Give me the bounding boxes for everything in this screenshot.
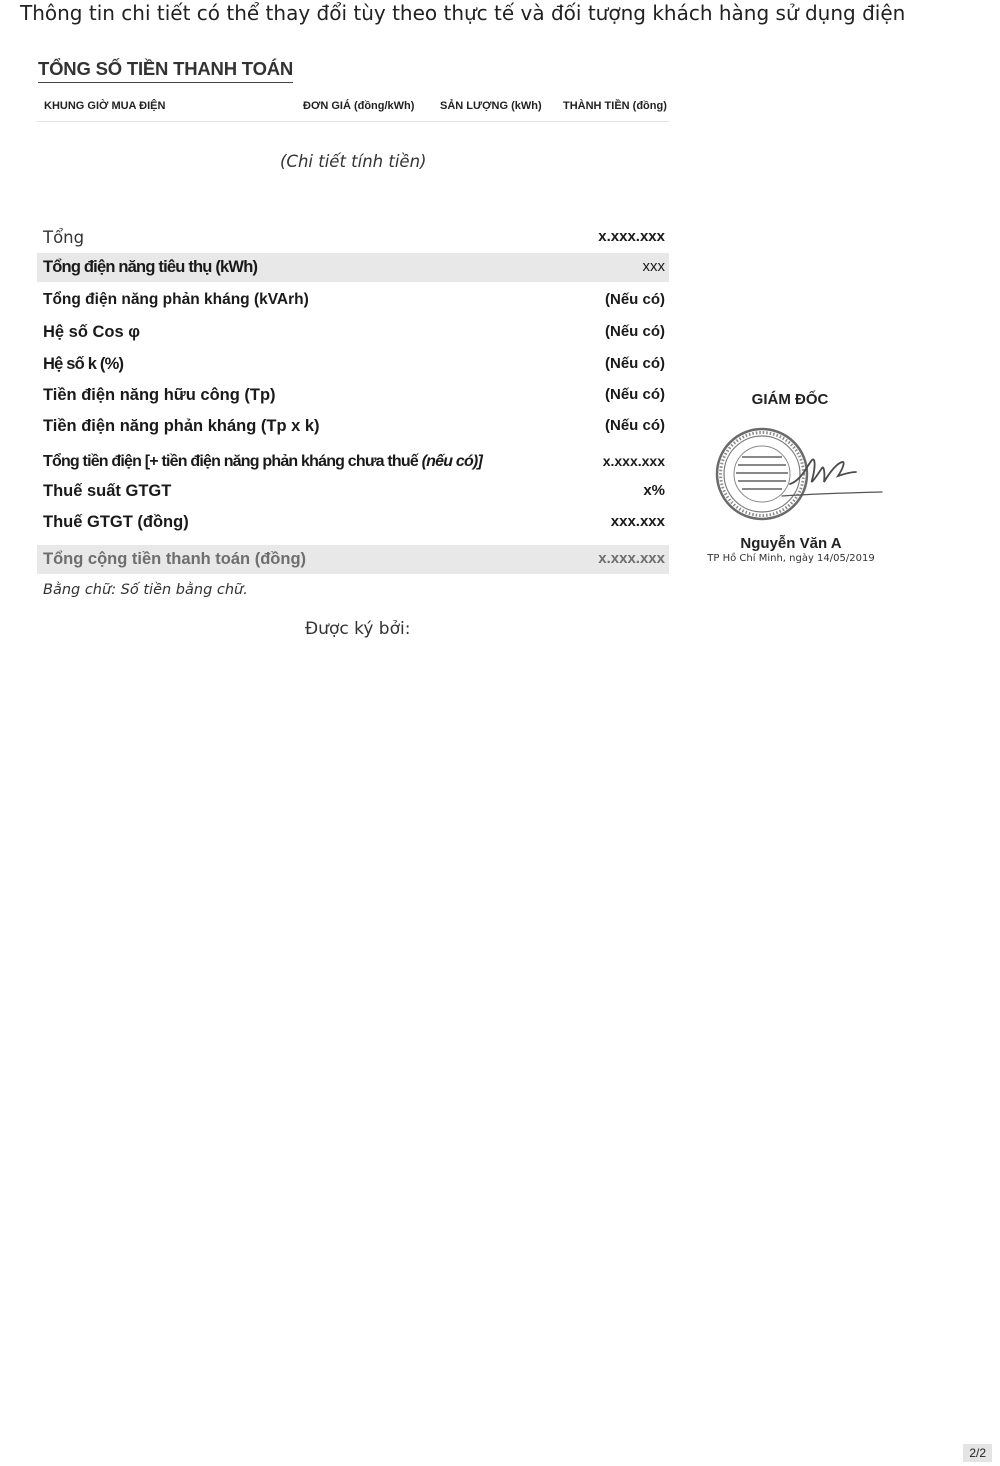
row-active-power-charge	[37, 381, 669, 410]
row-value: (Nếu có)	[605, 386, 665, 403]
row-value: (Nếu có)	[605, 323, 665, 340]
signer-title: GIÁM ĐỐC	[751, 391, 829, 408]
row-value: x.xxx.xxx	[598, 550, 665, 567]
row-label: Tổng	[43, 228, 85, 247]
row-value: xxx	[642, 258, 665, 275]
calculation-detail-note: (Chi tiết tính tiền)	[280, 152, 427, 171]
row-label: Hệ số Cos φ	[43, 323, 141, 341]
row-subtotal	[37, 223, 669, 252]
row-value: x.xxx.xxx	[598, 228, 665, 245]
row-vat-amount	[37, 508, 669, 537]
header-quantity: SẢN LƯỢNG (kWh)	[440, 100, 542, 112]
row-cos-phi	[37, 318, 669, 347]
signer-name: Nguyễn Văn A	[740, 535, 842, 552]
row-value: x.xxx.xxx	[602, 453, 665, 469]
row-label: Tổng điện năng phản kháng (kVArh)	[43, 291, 309, 308]
signed-by-label: Được ký bởi:	[305, 619, 411, 639]
stamp-signature-graphic	[712, 424, 887, 524]
section-title: TỔNG SỐ TIỀN THANH TOÁN	[38, 58, 293, 83]
row-label: Tiền điện năng phản kháng (Tp x k)	[43, 417, 320, 435]
row-label: Thuế GTGT (đồng)	[43, 513, 189, 531]
row-grand-total	[37, 545, 669, 574]
row-value: x%	[643, 482, 665, 499]
row-label: Tiền điện năng hữu công (Tp)	[43, 386, 276, 404]
table-header	[37, 92, 669, 122]
row-reactive-energy	[37, 286, 669, 315]
row-label: Thuế suất GTGT	[43, 482, 172, 500]
amount-in-words: Bằng chữ: Số tiền bằng chữ.	[43, 582, 248, 598]
row-label: Tổng điện năng tiêu thụ (kWh)	[43, 258, 258, 276]
signature-date: TP Hồ Chí Minh, ngày 14/05/2019	[707, 553, 875, 564]
company-stamp	[712, 424, 887, 528]
row-label: Tổng cộng tiền thanh toán (đồng)	[43, 550, 307, 568]
row-label-italic: (nếu có)]	[421, 453, 482, 470]
row-value: (Nếu có)	[605, 355, 665, 372]
row-total-consumption	[37, 253, 669, 282]
row-value: (Nếu có)	[605, 417, 665, 434]
row-label: Hệ số k (%)	[43, 355, 124, 373]
row-total-electricity	[37, 448, 669, 477]
row-label-text: Tổng tiền điện [+ tiền điện năng phản kháng chưa thuế	[43, 453, 418, 470]
disclaimer-notice: Thông tin chi tiết có thể thay đổi tùy theo thực tế và đối tượng khách hàng sử dụng điện	[20, 1, 906, 25]
row-value: (Nếu có)	[605, 291, 665, 308]
header-unit-price: ĐƠN GIÁ (đồng/kWh)	[303, 100, 415, 112]
header-period: KHUNG GIỜ MUA ĐIỆN	[44, 100, 166, 112]
row-reactive-power-charge	[37, 412, 669, 441]
row-vat-rate	[37, 477, 669, 506]
header-amount: THÀNH TIỀN (đồng)	[563, 100, 667, 112]
row-value: xxx.xxx	[610, 513, 665, 530]
page-number: 2/2	[963, 1444, 992, 1462]
row-k-factor	[37, 350, 669, 379]
row-label	[43, 453, 482, 471]
